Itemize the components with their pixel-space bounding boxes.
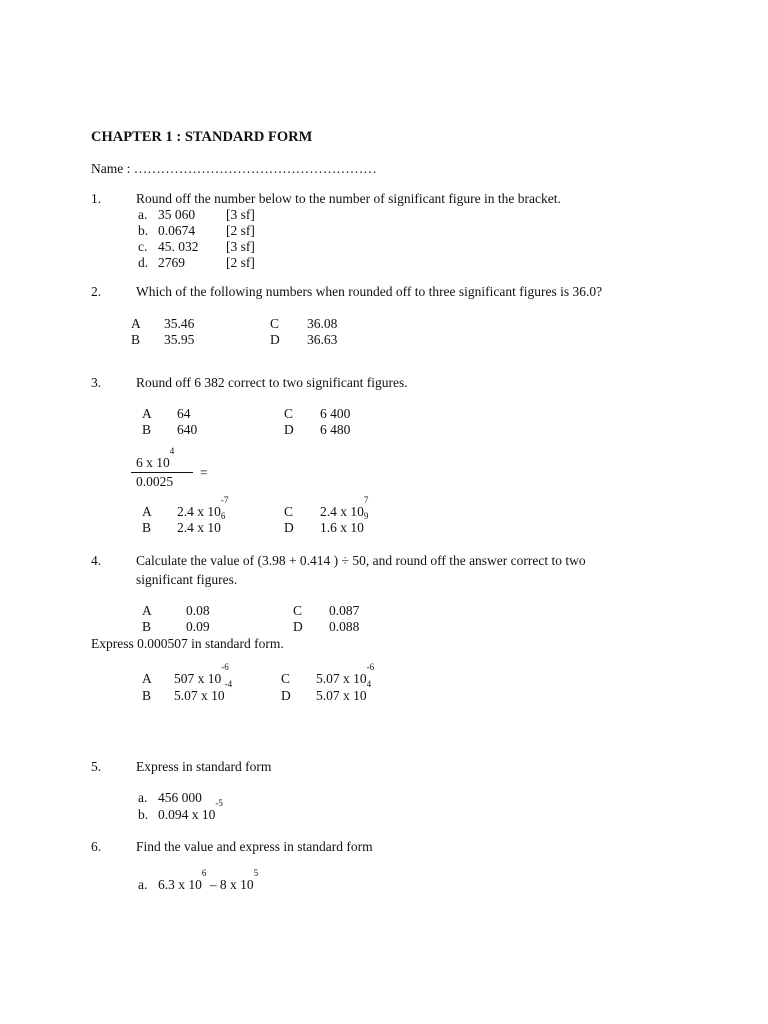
q1-item-sf: [2 sf] [226, 255, 255, 270]
q4-text-line2: significant figures. [136, 572, 238, 587]
q4-number: 4. [91, 553, 102, 568]
name-line: Name : ……………………………………………… [91, 161, 377, 176]
q4b-option-a: 507 x $10^{-6}$ [174, 662, 229, 686]
option-label: C [270, 316, 280, 331]
q4b-text: Express 0.000507 in standard form. [91, 636, 284, 651]
q5-item-letter: b. [138, 807, 149, 822]
q4b-option-b: 5.07 x $10^{-4}$ [174, 679, 233, 703]
q3-option-c: 6 400 [320, 406, 351, 421]
option-label: D [270, 332, 280, 347]
q2-option-a: 35.46 [164, 316, 195, 331]
q1-item-sf: [3 sf] [226, 207, 255, 222]
q2-text: Which of the following numbers when rounded off to three significant figures is 36.0? [136, 284, 603, 299]
option-label: B [142, 520, 152, 535]
q3b-option-d: 1.6 x $10^9$ [320, 511, 369, 535]
q4-text-line1: Calculate the value of (3.98 + 0.414 ) ÷ 50, and round off the answer correct to two [136, 553, 586, 568]
q6-text: Find the value and express in standard form [136, 839, 373, 854]
q4b-option-d: 5.07 x $10^4$ [316, 679, 372, 703]
q1-item-letter: b. [138, 223, 149, 238]
q1-item-value: 0.0674 [158, 223, 196, 238]
option-label: C [281, 671, 291, 686]
option-label: B [142, 422, 152, 437]
q3-option-b: 640 [177, 422, 198, 437]
q6-number: 6. [91, 839, 102, 854]
q1-text: Round off the number below to the number of significant figure in the bracket. [136, 191, 561, 206]
q6-item-expression: 6.3 x $10^6 - 8$ x $10^5$ [158, 868, 259, 892]
q6-item-letter: a. [138, 877, 148, 892]
q5-item-value: 456 000 [158, 790, 202, 805]
q5-number: 5. [91, 759, 102, 774]
q2-number: 2. [91, 284, 102, 299]
option-label: D [284, 422, 294, 437]
q3b-option-a: 2.4 x $10^{-7}$ [177, 495, 229, 519]
option-label: D [284, 520, 294, 535]
q1-item-letter: c. [138, 239, 148, 254]
option-label: D [293, 619, 303, 634]
q1-item-value: 35 060 [158, 207, 196, 222]
option-label: C [284, 406, 294, 421]
q2-option-b: 35.95 [164, 332, 195, 347]
q4-option-d: 0.088 [329, 619, 360, 634]
q3b-option-c: 2.4 x $10^7$ [320, 495, 369, 519]
q5-item-value: 0.094 x $10^{-5}$ [158, 798, 223, 822]
q1-item-sf: [2 sf] [226, 223, 255, 238]
option-label: A [131, 316, 141, 331]
option-label: A [142, 671, 152, 686]
q4-option-a: 0.08 [186, 603, 210, 618]
option-label: A [142, 603, 152, 618]
equals-sign: = [200, 465, 208, 480]
fraction-numerator: 6 x $10^4$ [136, 446, 175, 470]
q2-option-c: 36.08 [307, 316, 338, 331]
option-label: D [281, 688, 291, 703]
option-label: B [142, 619, 152, 634]
option-label: A [142, 406, 152, 421]
q4b-option-c: 5.07 x $10^{-6}$ [316, 662, 375, 686]
option-label: C [293, 603, 303, 618]
q1-item-value: 2769 [158, 255, 185, 270]
q1-item-sf: [3 sf] [226, 239, 255, 254]
q3b-option-b: 2.4 x $10^6$ [177, 511, 226, 535]
q1-item-value: 45. 032 [158, 239, 199, 254]
q2-option-d: 36.63 [307, 332, 338, 347]
q3-option-d: 6 480 [320, 422, 351, 437]
option-label: A [142, 504, 152, 519]
q4-option-c: 0.087 [329, 603, 360, 618]
option-label: B [131, 332, 141, 347]
page-title: CHAPTER 1 : STANDARD FORM [91, 129, 313, 145]
q1-item-letter: a. [138, 207, 148, 222]
q3-text: Round off 6 382 correct to two significant figures. [136, 375, 408, 390]
q1-number: 1. [91, 191, 102, 206]
q3-option-a: 64 [177, 406, 191, 421]
q5-item-letter: a. [138, 790, 148, 805]
q5-text: Express in standard form [136, 759, 272, 774]
fraction-bar [131, 472, 193, 473]
option-label: B [142, 688, 152, 703]
q3-number: 3. [91, 375, 102, 390]
option-label: C [284, 504, 294, 519]
fraction-denominator: 0.0025 [136, 474, 174, 489]
q1-item-letter: d. [138, 255, 149, 270]
q4-option-b: 0.09 [186, 619, 210, 634]
